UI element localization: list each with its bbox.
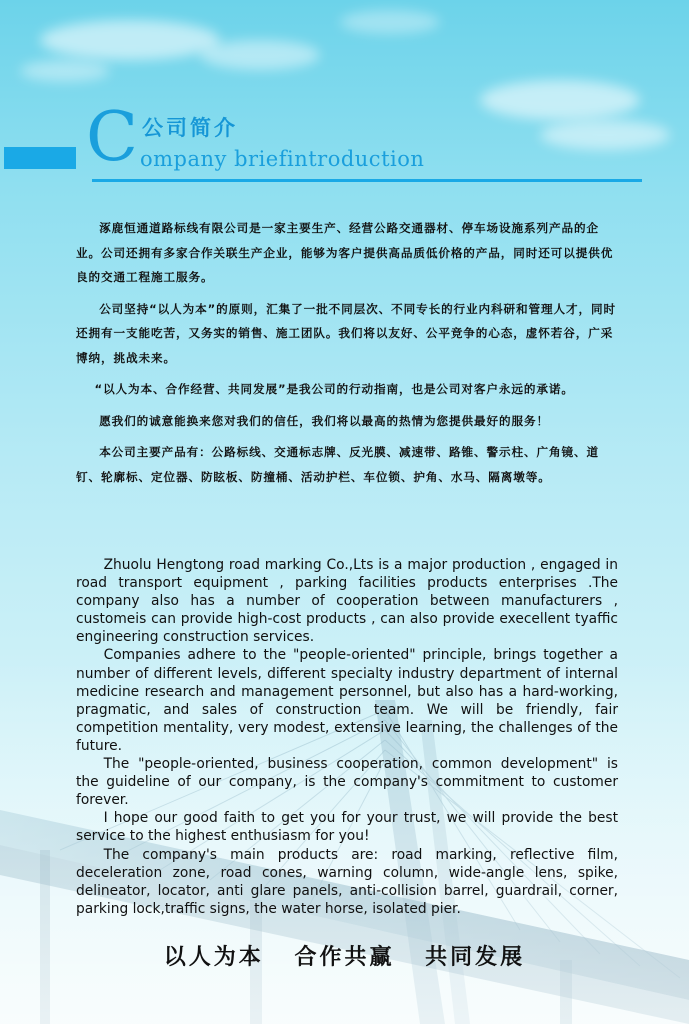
en-paragraph: The "people-oriented, business cooperation, common development" is the guideline of our company, is the company's commitment to customer forever. xyxy=(76,756,618,809)
slogan-part: 共同发展 xyxy=(425,945,526,970)
cn-paragraph: “以人为本、合作经营、共同发展”是我公司的行动指南，也是公司对客户永远的承诺。 xyxy=(94,382,574,396)
slogan-part: 以人为本 xyxy=(163,945,264,970)
en-paragraph: Zhuolu Hengtong road marking Co.,Lts is a major production , engaged in road transport equipment , parking facilities products enterprises .The company also has a number of cooperation between manufacturers , customeis can provide high-cost products , can also provide execellent tyaffic engineering construction services. xyxy=(76,557,618,646)
cloud xyxy=(480,80,640,120)
title-initial-letter: C xyxy=(86,98,139,177)
en-paragraph: The company's main products are: road marking, reflective film, deceleration zone, road cones, warning column, wide-angle lens, spike, delineator, locator, anti glare panels, anti-collision barrel, guardrail, corner, parking lock,traffic signs, the water horse, isolated pier. xyxy=(76,846,618,917)
cloud xyxy=(200,40,320,70)
cn-paragraph: 本公司主要产品有：公路标线、交通标志牌、反光膜、减速带、路锥、警示柱、广角镜、道钉、轮廓标、定位器、防眩板、防撞桶、活动护栏、车位锁、护角、水马、隔离墩等。 xyxy=(76,445,599,484)
page-title-english: ompany briefintroduction xyxy=(140,147,425,171)
cloud xyxy=(340,10,440,34)
cloud xyxy=(20,60,110,82)
cloud xyxy=(540,120,670,150)
cloud xyxy=(40,20,220,60)
cn-paragraph: 公司坚持“以人为本”的原则，汇集了一批不同层次、不同专长的行业内科研和管理人才，同时还拥有一支能吃苦，又务实的销售、施工团队。我们将以友好、公平竞争的心态，虚怀若谷，广采博纳，挑战未来。 xyxy=(76,301,616,365)
en-paragraph: I hope our good faith to get you for your trust, we will provide the best service to the highest enthusiasm for you! xyxy=(76,810,618,845)
cn-paragraph: 涿鹿恒通道路标线有限公司是一家主要生产、经营公路交通器材、停车场设施系列产品的企业。公司还拥有多家合作关联生产企业，能够为客户提供高品质低价格的产品，同时还可以提供优良的交通工程施工服务。 xyxy=(76,221,614,284)
page-title-chinese: 公司简介 xyxy=(142,116,238,140)
en-paragraph: Companies adhere to the "people-oriented" principle, brings together a number of different levels, different specialty industry department of internal medicine research and management personnel, but also has a hard-working, pragmatic, and sales of construction team. We will be friendly, fair competition mentality, very modest, extensive learning, the challenges of the future. xyxy=(76,647,618,754)
cn-paragraph: 愿我们的诚意能换来您对我们的信任，我们将以最高的热情为您提供最好的服务！ xyxy=(99,413,549,428)
chinese-body xyxy=(76,216,616,496)
english-body xyxy=(76,556,618,918)
company-slogan xyxy=(0,940,689,971)
title-accent-bar xyxy=(4,147,76,169)
title-underline xyxy=(92,179,642,182)
slogan-part: 合作共赢 xyxy=(294,945,395,970)
